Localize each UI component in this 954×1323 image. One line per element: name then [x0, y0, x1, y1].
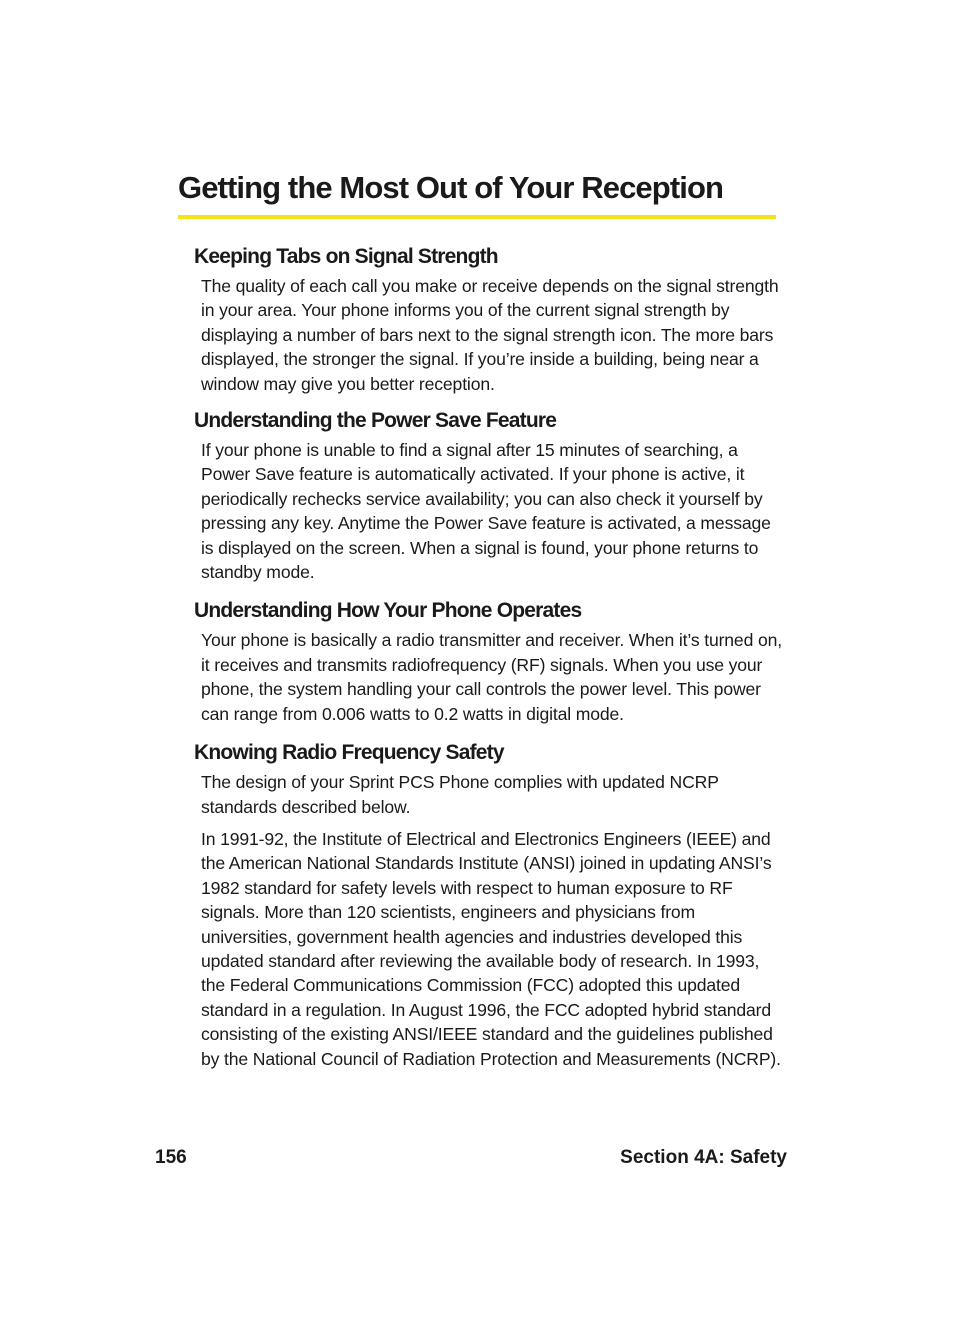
- section-heading: Keeping Tabs on Signal Strength: [194, 245, 498, 268]
- page-number: 156: [155, 1147, 187, 1168]
- section-paragraph: The design of your Sprint PCS Phone complies with updated NCRP standards described below.: [201, 772, 719, 817]
- section-phone-operates: [194, 594, 784, 726]
- title-underline-rule: [178, 215, 776, 219]
- page-content: [194, 240, 784, 1081]
- section-heading: Knowing Radio Frequency Safety: [194, 741, 504, 765]
- page-title: Getting the Most Out of Your Reception: [178, 170, 724, 205]
- footer-section-label: Section 4A: Safety: [620, 1147, 787, 1168]
- section-rf-safety: [194, 736, 784, 1071]
- section-paragraph: The quality of each call you make or receive depends on the signal strength in your area. Your phone informs you of the current signal strength by displaying a number of bars next to the signal strength icon. The more bars displayed, the stronger the signal. If you’re inside a building, being near a window may give you better reception.: [201, 276, 779, 394]
- section-signal-strength: [194, 240, 784, 396]
- section-heading: Understanding the Power Save Feature: [194, 409, 557, 433]
- section-paragraph: In 1991-92, the Institute of Electrical and Electronics Engineers (IEEE) and the American National Standards Institute (ANSI) joined in updating ANSI’s 1982 standard for safety levels with respect to human exposure to RF signals. More than 120 scientists, engineers and physicians from universities, government health agencies and industries developed this updated standard after reviewing the available body of research. In 1993, the Federal Communications Commission (FCC) adopted this updated standard in a regulation. In August 1996, the FCC adopted hybrid standard consisting of the existing ANSI/IEEE standard and the guidelines published by the National Council of Radiation Protection and Measurements (NCRP).: [201, 828, 781, 1069]
- section-power-save: [194, 404, 784, 584]
- section-paragraph: If your phone is unable to find a signal after 15 minutes of searching, a Power Save feature is automatically activated. If your phone is active, it periodically rechecks service availability; you can also check it yourself by pressing any key. Anytime the Power Save feature is activated, a message is displayed on the screen. When a signal is found, your phone returns to standby mode.: [201, 440, 771, 583]
- section-paragraph: Your phone is basically a radio transmitter and receiver. When it’s turned on, it receives and transmits radiofrequency (RF) signals. When you use your phone, the system handling your call controls the power level. This power can range from 0.006 watts to 0.2 watts in digital mode.: [201, 630, 782, 724]
- section-heading: Understanding How Your Phone Operates: [194, 599, 582, 623]
